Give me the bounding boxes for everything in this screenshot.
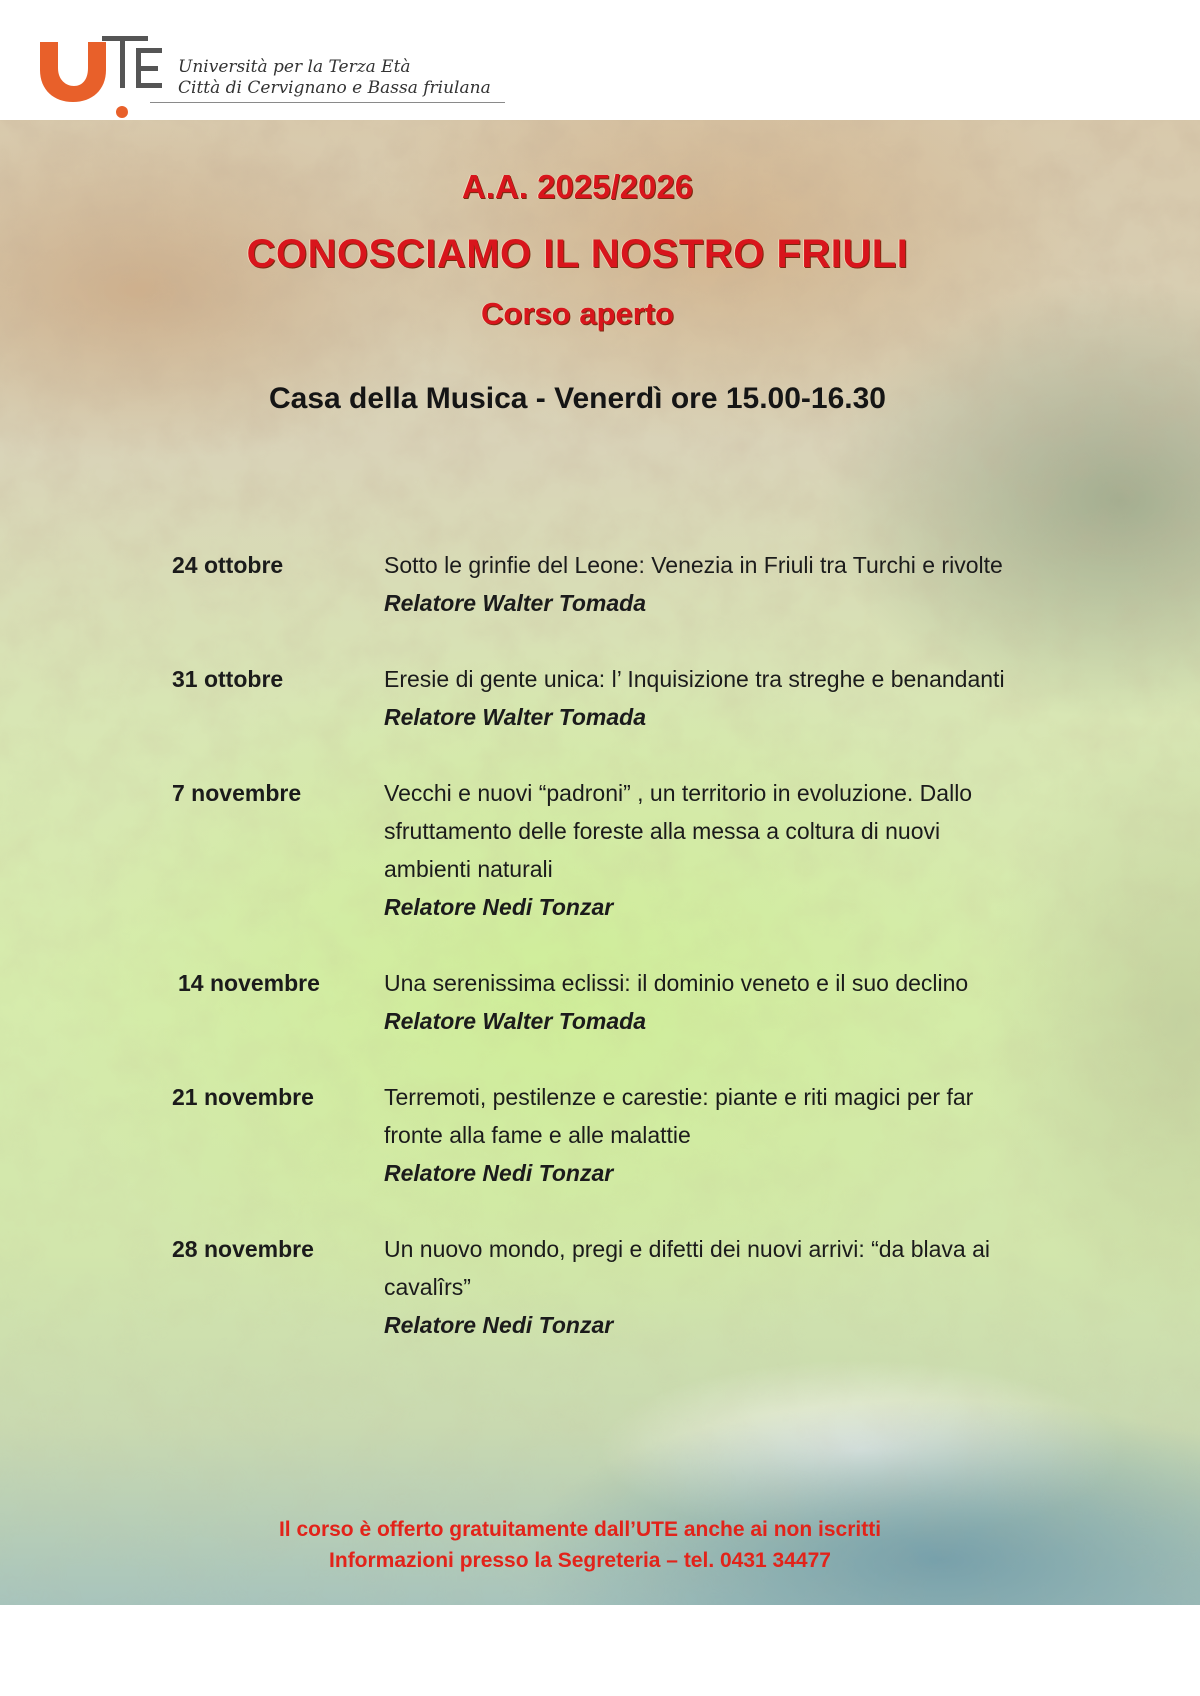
course-subtitle: Corso aperto — [481, 296, 674, 331]
entry-speaker: Relatore Walter Tomada — [384, 1008, 647, 1034]
academic-year: A.A. 2025/2026 — [461, 168, 694, 205]
entry-topic-line: fronte alla fame e alle malattie — [384, 1122, 691, 1148]
entry-speaker: Relatore Nedi Tonzar — [384, 1160, 614, 1186]
entry-body — [384, 964, 1084, 1040]
org-line-2: Città di Cervignano e Bassa friulana — [178, 78, 491, 98]
entry-body — [384, 546, 1084, 622]
entry-date: 31 ottobre — [172, 666, 284, 692]
entry-body — [384, 1078, 1084, 1192]
entry-topic-line: Una serenissima eclissi: il dominio veneto e il suo declino — [384, 970, 969, 996]
entry-date: 24 ottobre — [172, 552, 284, 578]
entry-body — [384, 660, 1084, 736]
entry-topic-line: Terremoti, pestilenze e carestie: piante e riti magici per far — [384, 1084, 974, 1110]
footer-contact: Informazioni presso la Segreteria – tel. 0431 34477 — [329, 1549, 831, 1572]
entry-speaker: Relatore Walter Tomada — [384, 590, 647, 616]
entry-body — [384, 774, 1084, 926]
header-divider — [150, 102, 505, 103]
entry-date: 7 novembre — [172, 780, 302, 806]
entry-topic-line: ambienti naturali — [384, 856, 553, 882]
entry-topic-line: cavalîrs” — [384, 1274, 471, 1300]
org-line-1: Università per la Terza Età — [178, 57, 411, 77]
entry-speaker: Relatore Nedi Tonzar — [384, 1312, 614, 1338]
venue-and-time: Casa della Musica - Venerdì ore 15.00-16.30 — [269, 382, 886, 415]
entry-date: 21 novembre — [172, 1084, 314, 1110]
page-header — [0, 0, 1200, 120]
entry-body — [384, 1230, 1084, 1344]
course-title: CONOSCIAMO IL NOSTRO FRIULI — [246, 232, 909, 276]
footer-note — [0, 1514, 1160, 1576]
entry-speaker: Relatore Walter Tomada — [384, 704, 647, 730]
entry-date: 14 novembre — [178, 970, 320, 996]
entry-topic-line: Sotto le grinfie del Leone: Venezia in Friuli tra Turchi e rivolte — [384, 552, 1003, 578]
entry-topic-line: Un nuovo mondo, pregi e difetti dei nuovi arrivi: “da blava ai — [384, 1236, 991, 1262]
entry-topic-line: sfruttamento delle foreste alla messa a coltura di nuovi — [384, 818, 941, 844]
footer-free-course: Il corso è offerto gratuitamente dall’UTE anche ai non iscritti — [278, 1518, 882, 1541]
entry-speaker: Relatore Nedi Tonzar — [384, 894, 614, 920]
entry-topic-line: Eresie di gente unica: l’ Inquisizione tra streghe e benandanti — [384, 666, 1005, 692]
organization-name — [178, 57, 491, 99]
poster-map-background — [0, 120, 1200, 1605]
schedule — [0, 120, 1200, 1605]
entry-topic-line: Vecchi e nuovi “padroni” , un territorio in evoluzione. Dallo — [384, 780, 973, 806]
entry-date: 28 novembre — [172, 1236, 314, 1262]
ute-logo-icon — [36, 28, 166, 124]
